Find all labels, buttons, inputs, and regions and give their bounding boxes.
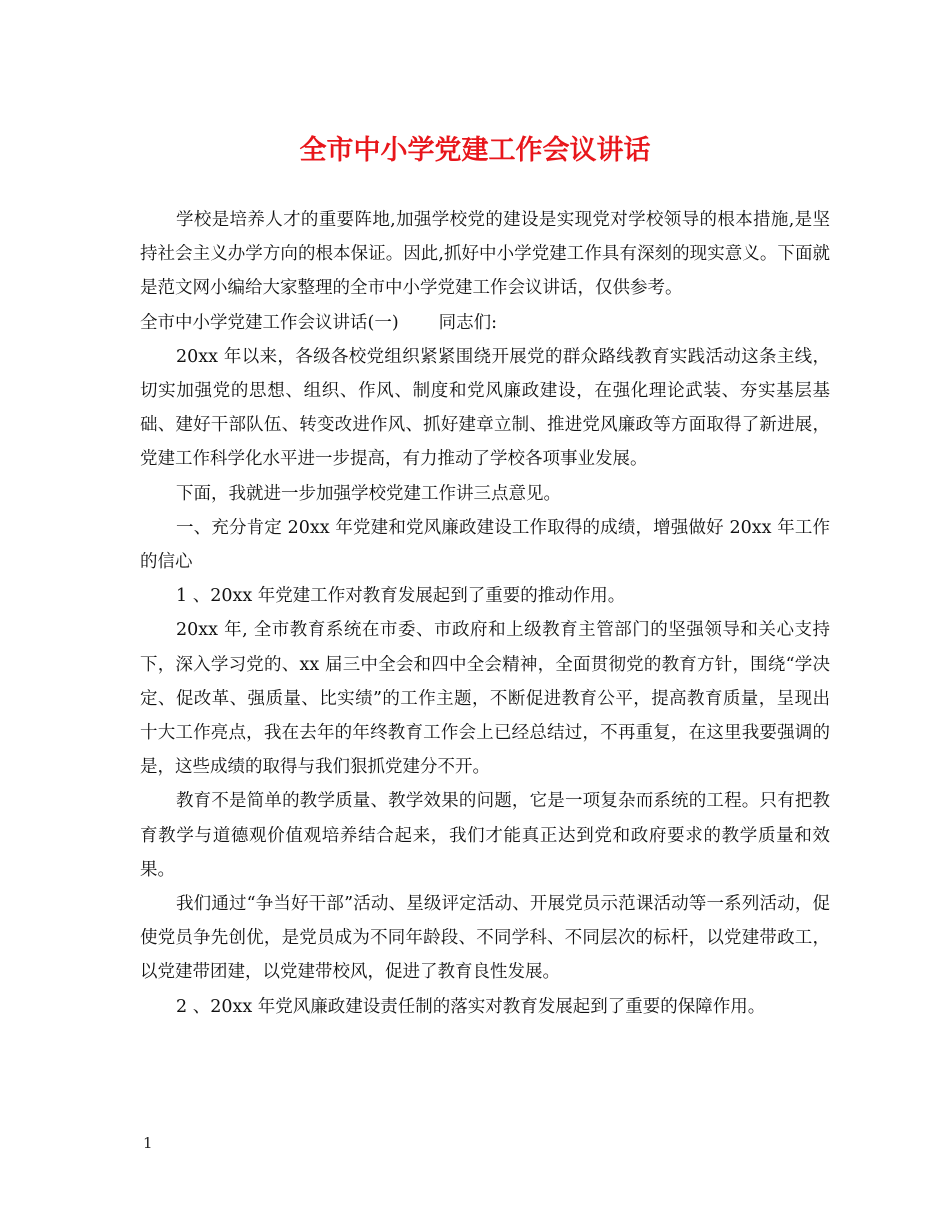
section-one-heading: 一、充分肯定 20xx 年党建和党风廉政建设工作取得的成绩，增强做好 20xx 年工作的信心 [140, 517, 830, 573]
page-number: 1 [143, 1134, 153, 1152]
body-paragraph: 教育不是简单的教学质量、教学效果的问题，它是一项复杂而系统的工程。只有把教育教学与道德观价值观培养结合起来，我们才能真正达到党和政府要求的教学质量和效果。 [140, 791, 830, 880]
intro-paragraph: 学校是培养人才的重要阵地,加强学校党的建设是实现党对学校领导的根本措施,是坚持社会主义办学方向的根本保证。因此,抓好中小学党建工作具有深刻的现实意义。下面就是范文网小编给大家整理的全市中小学党建工作会议讲话，仅供参考。 [140, 210, 830, 299]
section-heading: 全市中小学党建工作会议讲话(一) [140, 312, 399, 333]
subheading-one: 1 、20xx 年党建工作对教育发展起到了重要的推动作用。 [176, 586, 626, 607]
body-paragraph: 20xx 年, 全市教育系统在市委、市政府和上级教育主管部门的坚强领导和关心支持下，深入学习党的、xx 届三中全会和四中全会精神，全面贯彻党的教育方针，围绕“学决定、促改革、强质量、比实绩”的工作主题，不断促进教育公平，提高教育质量，呈现出十大工作亮点，我在去年的年终教育工作会上已经总结过，不再重复，在这里我要强调的是，这些成绩的取得与我们狠抓党建分不开。 [140, 620, 830, 778]
body-paragraph: 我们通过“争当好干部”活动、星级评定活动、开展党员示范课活动等一系列活动，促使党员争先创优，是党员成为不同年龄段、不同学科、不同层次的标杆，以党建带政工，以党建带团建，以党建带校风，促进了教育良性发展。 [140, 894, 830, 983]
section-heading-line [140, 306, 830, 340]
salutation: 同志们: [438, 312, 498, 333]
subheading-two: 2 、20xx 年党风廉政建设责任制的落实对教育发展起到了重要的保障作用。 [176, 996, 766, 1017]
body-paragraph: 20xx 年以来，各级各校党组织紧紧围绕开展党的群众路线教育实践活动这条主线，切实加强党的思想、组织、作风、制度和党风廉政建设，在强化理论武装、夯实基层基础、建好干部队伍、转变改进作风、抓好建章立制、推进党风廉政等方面取得了新进展，党建工作科学化水平进一步提高，有力推动了学校各项事业发展。 [140, 346, 830, 470]
body-paragraph: 下面，我就进一步加强学校党建工作讲三点意见。 [176, 483, 561, 504]
document-body [140, 203, 830, 1024]
document-title: 全市中小学党建工作会议讲话 [299, 135, 651, 166]
